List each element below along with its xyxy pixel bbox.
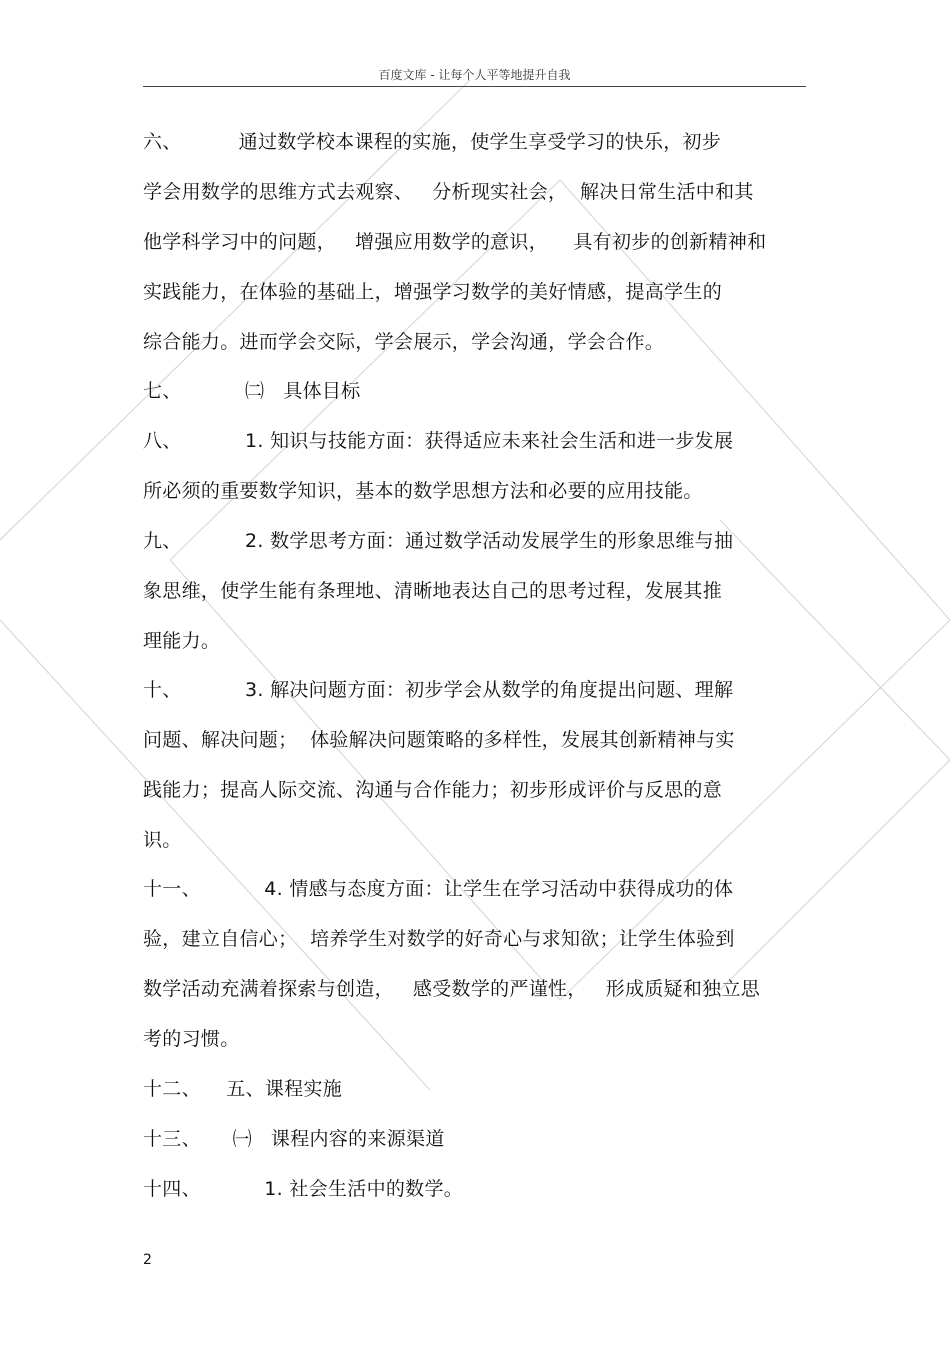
text-line: 识。	[143, 829, 182, 851]
text-line: 学会用数学的思维方式去观察、 分析现实社会， 解决日常生活中和其	[143, 181, 754, 203]
text-line: 象思维，使学生能有条理地、清晰地表达自己的思考过程，发展其推	[143, 580, 723, 602]
text-line: 问题、解决问题； 体验解决问题策略的多样性，发展其创新精神与实	[143, 729, 735, 751]
text-line: 实践能力，在体验的基础上，增强学习数学的美好情感，提高学生的	[143, 281, 723, 303]
text-line: 十一、 4. 情感与态度方面：让学生在学习活动中获得成功的体	[143, 878, 734, 900]
text-line: 理能力。	[143, 630, 221, 652]
page-number: 2	[143, 1252, 152, 1268]
text-line: 十二、 五、课程实施	[143, 1078, 343, 1100]
text-line: 九、 2. 数学思考方面：通过数学活动发展学生的形象思维与抽	[143, 530, 734, 552]
text-line: 六、 通过数学校本课程的实施，使学生享受学习的快乐，初步	[143, 131, 722, 153]
header-divider	[143, 86, 806, 87]
text-line: 十、 3. 解决问题方面：初步学会从数学的角度提出问题、理解	[143, 679, 734, 701]
text-line: 验，建立自信心； 培养学生对数学的好奇心与求知欲；让学生体验到	[143, 928, 735, 950]
text-line: 数学活动充满着探索与创造， 感受数学的严谨性， 形成质疑和独立思	[143, 978, 761, 1000]
text-line: 八、 1. 知识与技能方面：获得适应未来社会生活和进一步发展	[143, 430, 734, 452]
text-line: 十三、 ㈠ 课程内容的来源渠道	[143, 1128, 445, 1150]
text-line: 综合能力。进而学会交际，学会展示，学会沟通，学会合作。	[143, 331, 665, 353]
text-line: 他学科学习中的问题， 增强应用数学的意识， 具有初步的创新精神和	[143, 231, 767, 253]
text-line: 践能力；提高人际交流、沟通与合作能力；初步形成评价与反思的意	[143, 779, 723, 801]
text-line: 考的习惯。	[143, 1028, 240, 1050]
text-line: 十四、 1. 社会生活中的数学。	[143, 1178, 464, 1200]
page-header: 百度文库 - 让每个人平等地提升自我	[378, 68, 571, 82]
text-line: 所必须的重要数学知识，基本的数学思想方法和必要的应用技能。	[143, 480, 703, 502]
text-line: 七、 ㈡ 具体目标	[143, 380, 361, 402]
